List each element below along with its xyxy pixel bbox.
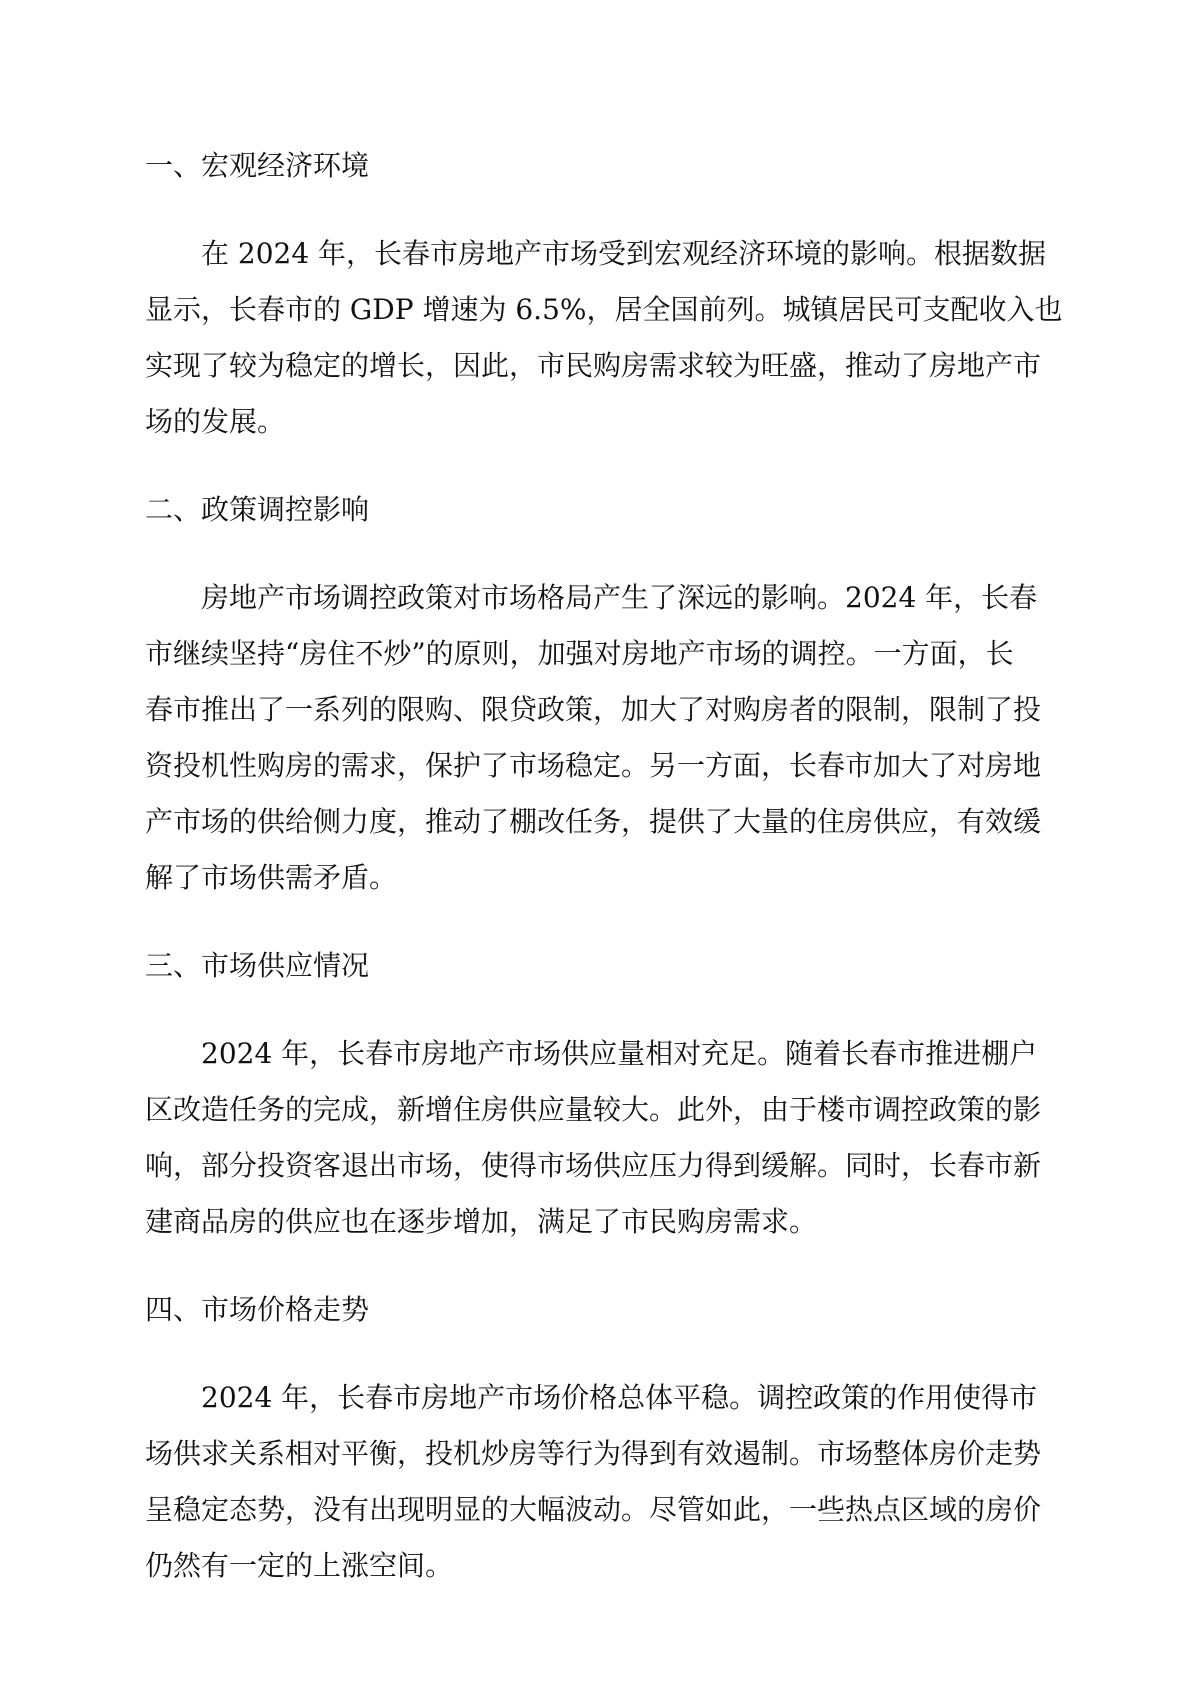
paragraph-line: 实现了较为稳定的增长，因此，市民购房需求较为旺盛，推动了房地产市: [145, 349, 1042, 382]
section-heading-policy: 二、政策调控影响: [145, 493, 370, 526]
paragraph-line: 解了市场供需矛盾。: [145, 861, 398, 894]
paragraph-macro-economy: [145, 226, 1063, 450]
paragraph-line: 房地产市场调控政策对市场格局产生了深远的影响。2024 年，长春: [201, 581, 1038, 614]
paragraph-policy: [145, 570, 1045, 906]
section-heading-macro-economy: 一、宏观经济环境: [145, 149, 370, 182]
document-body: [145, 138, 1063, 1626]
paragraph-line: 仍然有一定的上涨空间。: [145, 1549, 454, 1582]
section-heading-supply: 三、市场供应情况: [145, 949, 370, 982]
paragraph-line: 资投机性购房的需求，保护了市场稳定。另一方面，长春市加大了对房地: [145, 749, 1042, 782]
paragraph-line: 场供求关系相对平衡，投机炒房等行为得到有效遏制。市场整体房价走势: [145, 1437, 1042, 1470]
paragraph-line: 场的发展。: [145, 405, 286, 438]
paragraph-line: 2024 年，长春市房地产市场价格总体平稳。调控政策的作用使得市: [201, 1381, 1038, 1414]
paragraph-line: 产市场的供给侧力度，推动了棚改任务，提供了大量的住房供应，有效缓: [145, 805, 1042, 838]
paragraph-price-trend: [145, 1370, 1045, 1594]
paragraph-line: 区改造任务的完成，新增住房供应量较大。此外，由于楼市调控政策的影: [145, 1093, 1042, 1126]
paragraph-line: 呈稳定态势，没有出现明显的大幅波动。尽管如此，一些热点区域的房价: [145, 1493, 1042, 1526]
paragraph-line: 建商品房的供应也在逐步增加，满足了市民购房需求。: [145, 1205, 818, 1238]
paragraph-line: 2024 年，长春市房地产市场供应量相对充足。随着长春市推进棚户: [201, 1037, 1038, 1070]
paragraph-line: 市继续坚持“房住不炒”的原则，加强对房地产市场的调控。一方面，长: [145, 637, 1014, 670]
paragraph-line: 显示，长春市的 GDP 增速为 6.5%，居全国前列。城镇居民可支配收入也: [145, 293, 1063, 326]
section-heading-price-trend: 四、市场价格走势: [145, 1293, 370, 1326]
paragraph-line: 在 2024 年，长春市房地产市场受到宏观经济环境的影响。根据数据: [201, 237, 1047, 270]
paragraph-line: 春市推出了一系列的限购、限贷政策，加大了对购房者的限制，限制了投: [145, 693, 1042, 726]
paragraph-line: 响，部分投资客退出市场，使得市场供应压力得到缓解。同时，长春市新: [145, 1149, 1042, 1182]
paragraph-supply: [145, 1026, 1045, 1250]
